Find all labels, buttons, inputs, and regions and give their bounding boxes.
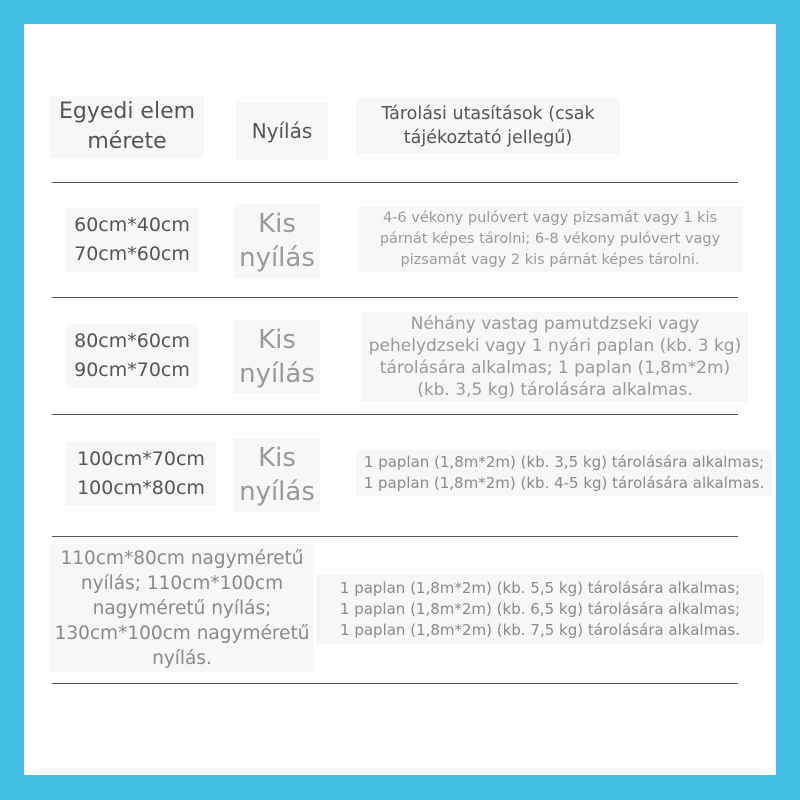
row-3-instructions-line-1: 1 paplan (1,8m*2m) (kb. 3,5 kg) tárolására alkalmas; xyxy=(363,453,765,471)
divider xyxy=(52,182,738,183)
divider xyxy=(52,414,738,415)
row-2-opening xyxy=(234,320,320,394)
divider xyxy=(52,536,738,537)
row-1-size-1: 60cm*40cm xyxy=(74,214,190,236)
row-2-size-2: 90cm*70cm xyxy=(74,359,190,381)
header-size xyxy=(50,96,204,158)
row-3-opening-text: Kis nyílás xyxy=(239,443,315,507)
header-instructions-text: Tárolási utasítások (csak tájékoztató jellegű) xyxy=(381,104,595,148)
row-3-size xyxy=(66,442,216,506)
row-2-size xyxy=(66,324,198,388)
row-3-opening xyxy=(234,438,320,512)
divider xyxy=(52,683,738,684)
header-opening xyxy=(236,102,328,160)
header-instructions xyxy=(356,98,620,154)
row-1-opening-text: Kis nyílás xyxy=(239,209,315,273)
row-4-instructions-line-3: 1 paplan (1,8m*2m) (kb. 7,5 kg) tárolására alkalmas. xyxy=(340,620,740,639)
row-3-size-2: 100cm*80cm xyxy=(77,477,205,499)
row-3-instructions xyxy=(356,450,772,496)
row-1-size xyxy=(66,208,198,272)
header-opening-text: Nyílás xyxy=(251,119,313,143)
row-2-instructions-text: Néhány vastag pamutdzseki vagy pehelydzseki vagy 1 nyári paplan (kb. 3 kg) tárolására alkalmas; 1 paplan (1,8m*2m) (kb. 3,5 kg) tárolására alkalmas. xyxy=(368,314,742,400)
row-3-instructions-line-2: 1 paplan (1,8m*2m) (kb. 4-5 kg) tárolására alkalmas. xyxy=(363,474,765,492)
row-4-size xyxy=(50,544,314,672)
row-2-size-1: 80cm*60cm xyxy=(74,330,190,352)
row-3-size-1: 100cm*70cm xyxy=(77,448,205,470)
row-4-instructions-line-1: 1 paplan (1,8m*2m) (kb. 5,5 kg) tárolására alkalmas; xyxy=(339,578,741,597)
divider xyxy=(52,297,738,298)
row-2-instructions xyxy=(362,312,748,402)
row-4-instructions xyxy=(316,574,764,644)
row-1-size-2: 70cm*60cm xyxy=(74,243,190,265)
row-1-opening xyxy=(234,204,320,278)
row-1-instructions-text: 4-6 vékony pulóvert vagy pizsamát vagy 1 kis párnát képes tárolni; 6-8 vékony pulóvert vagy pizsamát vagy 2 kis párnát képes tárolni. xyxy=(379,209,721,268)
row-4-size-text: 110cm*80cm nagyméretű nyílás; 110cm*100cm nagyméretű nyílás; 130cm*100cm nagyméretű nyílás. xyxy=(54,547,310,669)
header-size-text: Egyedi elem mérete xyxy=(58,99,196,154)
row-4-instructions-line-2: 1 paplan (1,8m*2m) (kb. 6,5 kg) tárolására alkalmas; xyxy=(339,599,741,618)
row-2-opening-text: Kis nyílás xyxy=(239,325,315,389)
row-1-instructions xyxy=(358,206,742,272)
